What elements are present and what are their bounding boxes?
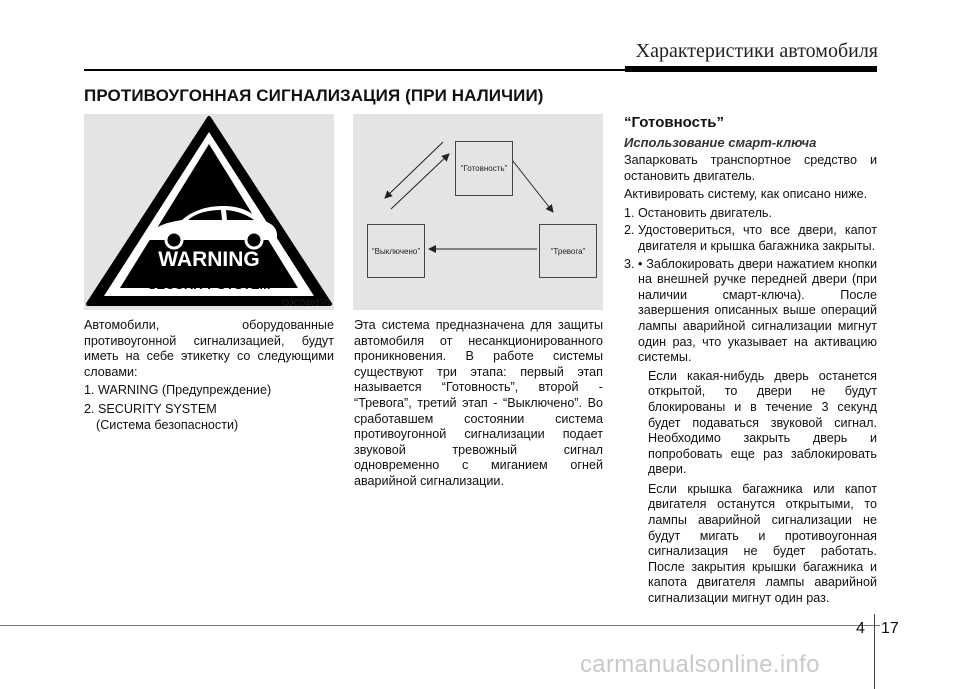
step-item [624, 206, 877, 222]
col3-p1: Запарковать транспортное средство и остановить двигатель. [624, 153, 877, 183]
list-subtext: (Система безопасности) [96, 417, 239, 432]
step-number: 2. [624, 223, 635, 238]
subsection-subtitle: Использование смарт-ключа [624, 135, 817, 150]
watermark: carmanualsonline.info [580, 651, 820, 678]
list-number: 2. [84, 401, 95, 416]
column-2 [354, 318, 603, 493]
step-number: 3. [624, 256, 635, 271]
section-title: ПРОТИВОУГОННАЯ СИГНАЛИЗАЦИЯ (ПРИ НАЛИЧИИ) [84, 86, 544, 105]
header-rule-accent [625, 66, 877, 72]
step-number: 1. [624, 205, 635, 220]
security-system-text: SECURITY SYSTEM [147, 277, 271, 292]
warning-triangle-icon [84, 114, 334, 310]
state-alarm-box: “Тревога” [539, 224, 597, 278]
page-number-separator [874, 614, 875, 689]
col3-p2: Активировать систему, как описано ниже. [624, 187, 868, 202]
page-number: 17 [881, 620, 899, 637]
warning-label-figure [84, 114, 334, 310]
list-text: SECURITY SYSTEM [98, 401, 217, 416]
figure-code: OJC040170 [281, 298, 330, 308]
step-note: Если крышка багажника или капот двигателя останутся открытыми, то лампы аварийной сигнализации не будут мигать и противоугонная сигнализация не будет работать. После закрытия крышки багажника и капота двигателя лампы аварийной сигнализации мигнут один раз. [648, 481, 877, 606]
step-item [624, 223, 877, 254]
running-header: Характеристики автомобиля [635, 40, 878, 62]
step-item [624, 257, 877, 366]
step-note: Если какая-нибудь дверь останется открытой, то двери не будут блокированы и в течение 3 секунд будет подаваться звуковой сигнал. Необходимо закрыть дверь и попробовать еще раз заблокировать двери. [648, 368, 877, 477]
step-text: Остановить двигатель. [638, 205, 772, 220]
list-item [84, 383, 334, 399]
warning-text: WARNING [158, 248, 260, 271]
col2-text: Эта система предназначена для защиты автомобиля от несанкционированного проникновения. В работе системы существуют три этапа: первый этап называется “Готовность”, второй - “Тревога”, третий этап - “Выключено”. Во сработавшем состоянии система противоугонной сигнализации подает звуковой тревожный сигнал одновременно с миганием огней аварийной сигнализации. [354, 318, 603, 488]
list-number: 1. [84, 383, 95, 398]
list-text: WARNING (Предупреждение) [98, 383, 272, 398]
subsection-title: “Готовность” [624, 114, 725, 131]
alarm-state-diagram [353, 114, 603, 310]
state-ready-box: “Готовность” [455, 141, 513, 196]
list-item [84, 402, 334, 418]
state-off-box: “Выключено” [367, 224, 425, 278]
column-3 [624, 153, 877, 610]
footer-rule [0, 625, 880, 626]
col1-intro: Автомобили, оборудованные противоугонной сигнализацией, будут иметь на себе этикетку со следующими словами: [84, 318, 334, 379]
chapter-number: 4 [856, 620, 865, 637]
column-1 [84, 318, 334, 433]
step-text: • Заблокировать двери нажатием кнопки на внешней ручке передней двери (при наличии смарт-ключа). После завершения описанных выше операций лампы аварийной сигнализации мигнут один раз, что указывает на активацию системы. [638, 256, 877, 365]
step-text: Удостовериться, что все двери, капот двигателя и крышка багажника закрыты. [638, 223, 877, 253]
